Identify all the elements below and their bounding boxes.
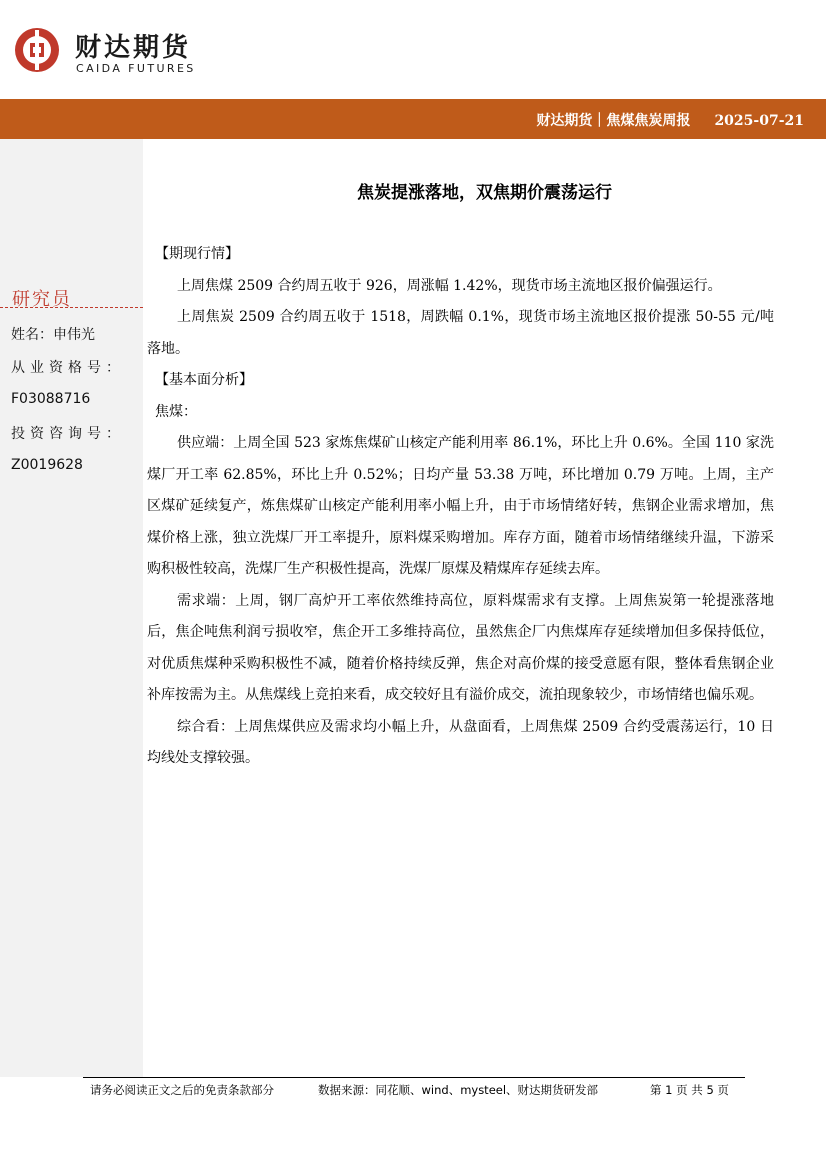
article-body: [147, 239, 774, 775]
analyst-name: 姓名：申伟光: [11, 327, 95, 343]
qualification-number: F03088716: [11, 391, 91, 407]
report-date: 2025-07-21: [714, 113, 804, 129]
paragraph-coking-coal-futures: 上周焦煤 2509 合约周五收于 926，周涨幅 1.42%，现货市场主流地区报价偏强运行。: [177, 277, 722, 294]
investment-advisory-number: Z0019628: [11, 457, 83, 473]
company-logo: [13, 23, 213, 77]
analyst-role-heading: 研究员: [12, 289, 72, 310]
section-heading-market: 【期现行情】: [155, 246, 239, 262]
analyst-sidebar: [0, 139, 143, 1077]
paragraph-coke-futures: 上周焦炭 2509 合约周五收于 1518，周跌幅 0.1%，现货市场主流地区报价提涨 50-55 元/吨落地。: [147, 309, 774, 357]
subheading-coking-coal: 焦煤：: [155, 403, 197, 420]
paragraph-summary: 综合看：上周焦煤供应及需求均小幅上升，从盘面看，上周焦煤 2509 合约受震荡运行，10 日均线处支撑较强。: [147, 718, 774, 766]
header-banner: [0, 99, 826, 139]
article-title: 焦炭提涨落地，双焦期价震荡运行: [357, 183, 612, 203]
sidebar-divider: [0, 307, 143, 308]
banner-text: [536, 110, 804, 130]
report-label: 财达期货｜焦煤焦炭周报: [536, 113, 691, 129]
investment-advisory-label: 投资咨询号：: [11, 426, 125, 442]
section-heading-fundamentals: 【基本面分析】: [155, 372, 253, 388]
paragraph-supply: 供应端：上周全国 523 家炼焦煤矿山核定产能利用率 86.1%，环比上升 0.6%。全国 110 家洗煤厂开工率 62.85%，环比上升 0.52%；日均产量 53.38 万吨，环比增加 0.79 万吨。上周，主产区煤矿延续复产，炼焦煤矿山核定产能利用率小幅上升，由于市场情绪好转，焦钢企业需求增加，焦煤价格上涨，独立洗煤厂开工率提升，原料煤采购增加。库存方面，随着市场情绪继续升温，下游采购积极性较高，洗煤厂生产积极性提高，洗煤厂原煤及精煤库存延续去库。: [147, 435, 774, 577]
paragraph-demand: 需求端：上周，钢厂高炉开工率依然维持高位，原料煤需求有支撑。上周焦炭第一轮提涨落地后，焦企吨焦利润亏损收窄，焦企开工多维持高位，虽然焦企厂内焦煤库存延续增加但多保持低位，对优质焦煤种采购积极性不减，随着价格持续反弹，焦企对高价煤的接受意愿有限，整体看焦钢企业补库按需为主。从焦煤线上竞拍来看，成交较好且有溢价成交，流拍现象较少，市场情绪也偏乐观。: [147, 592, 774, 703]
footer-divider: [83, 1077, 745, 1078]
qualification-label: 从业资格号：: [11, 360, 125, 376]
brand-name-cn: 财达期货: [75, 33, 192, 63]
footer-page-number: 第 1 页 共 5 页: [650, 1083, 729, 1097]
brand-name-en: CAIDA FUTURES: [76, 62, 196, 75]
caida-logo-icon: [13, 26, 61, 74]
footer-data-source: 数据来源：同花顺、wind、mysteel、财达期货研发部: [318, 1083, 599, 1097]
footer-disclaimer: 请务必阅读正文之后的免责条款部分: [90, 1083, 274, 1097]
